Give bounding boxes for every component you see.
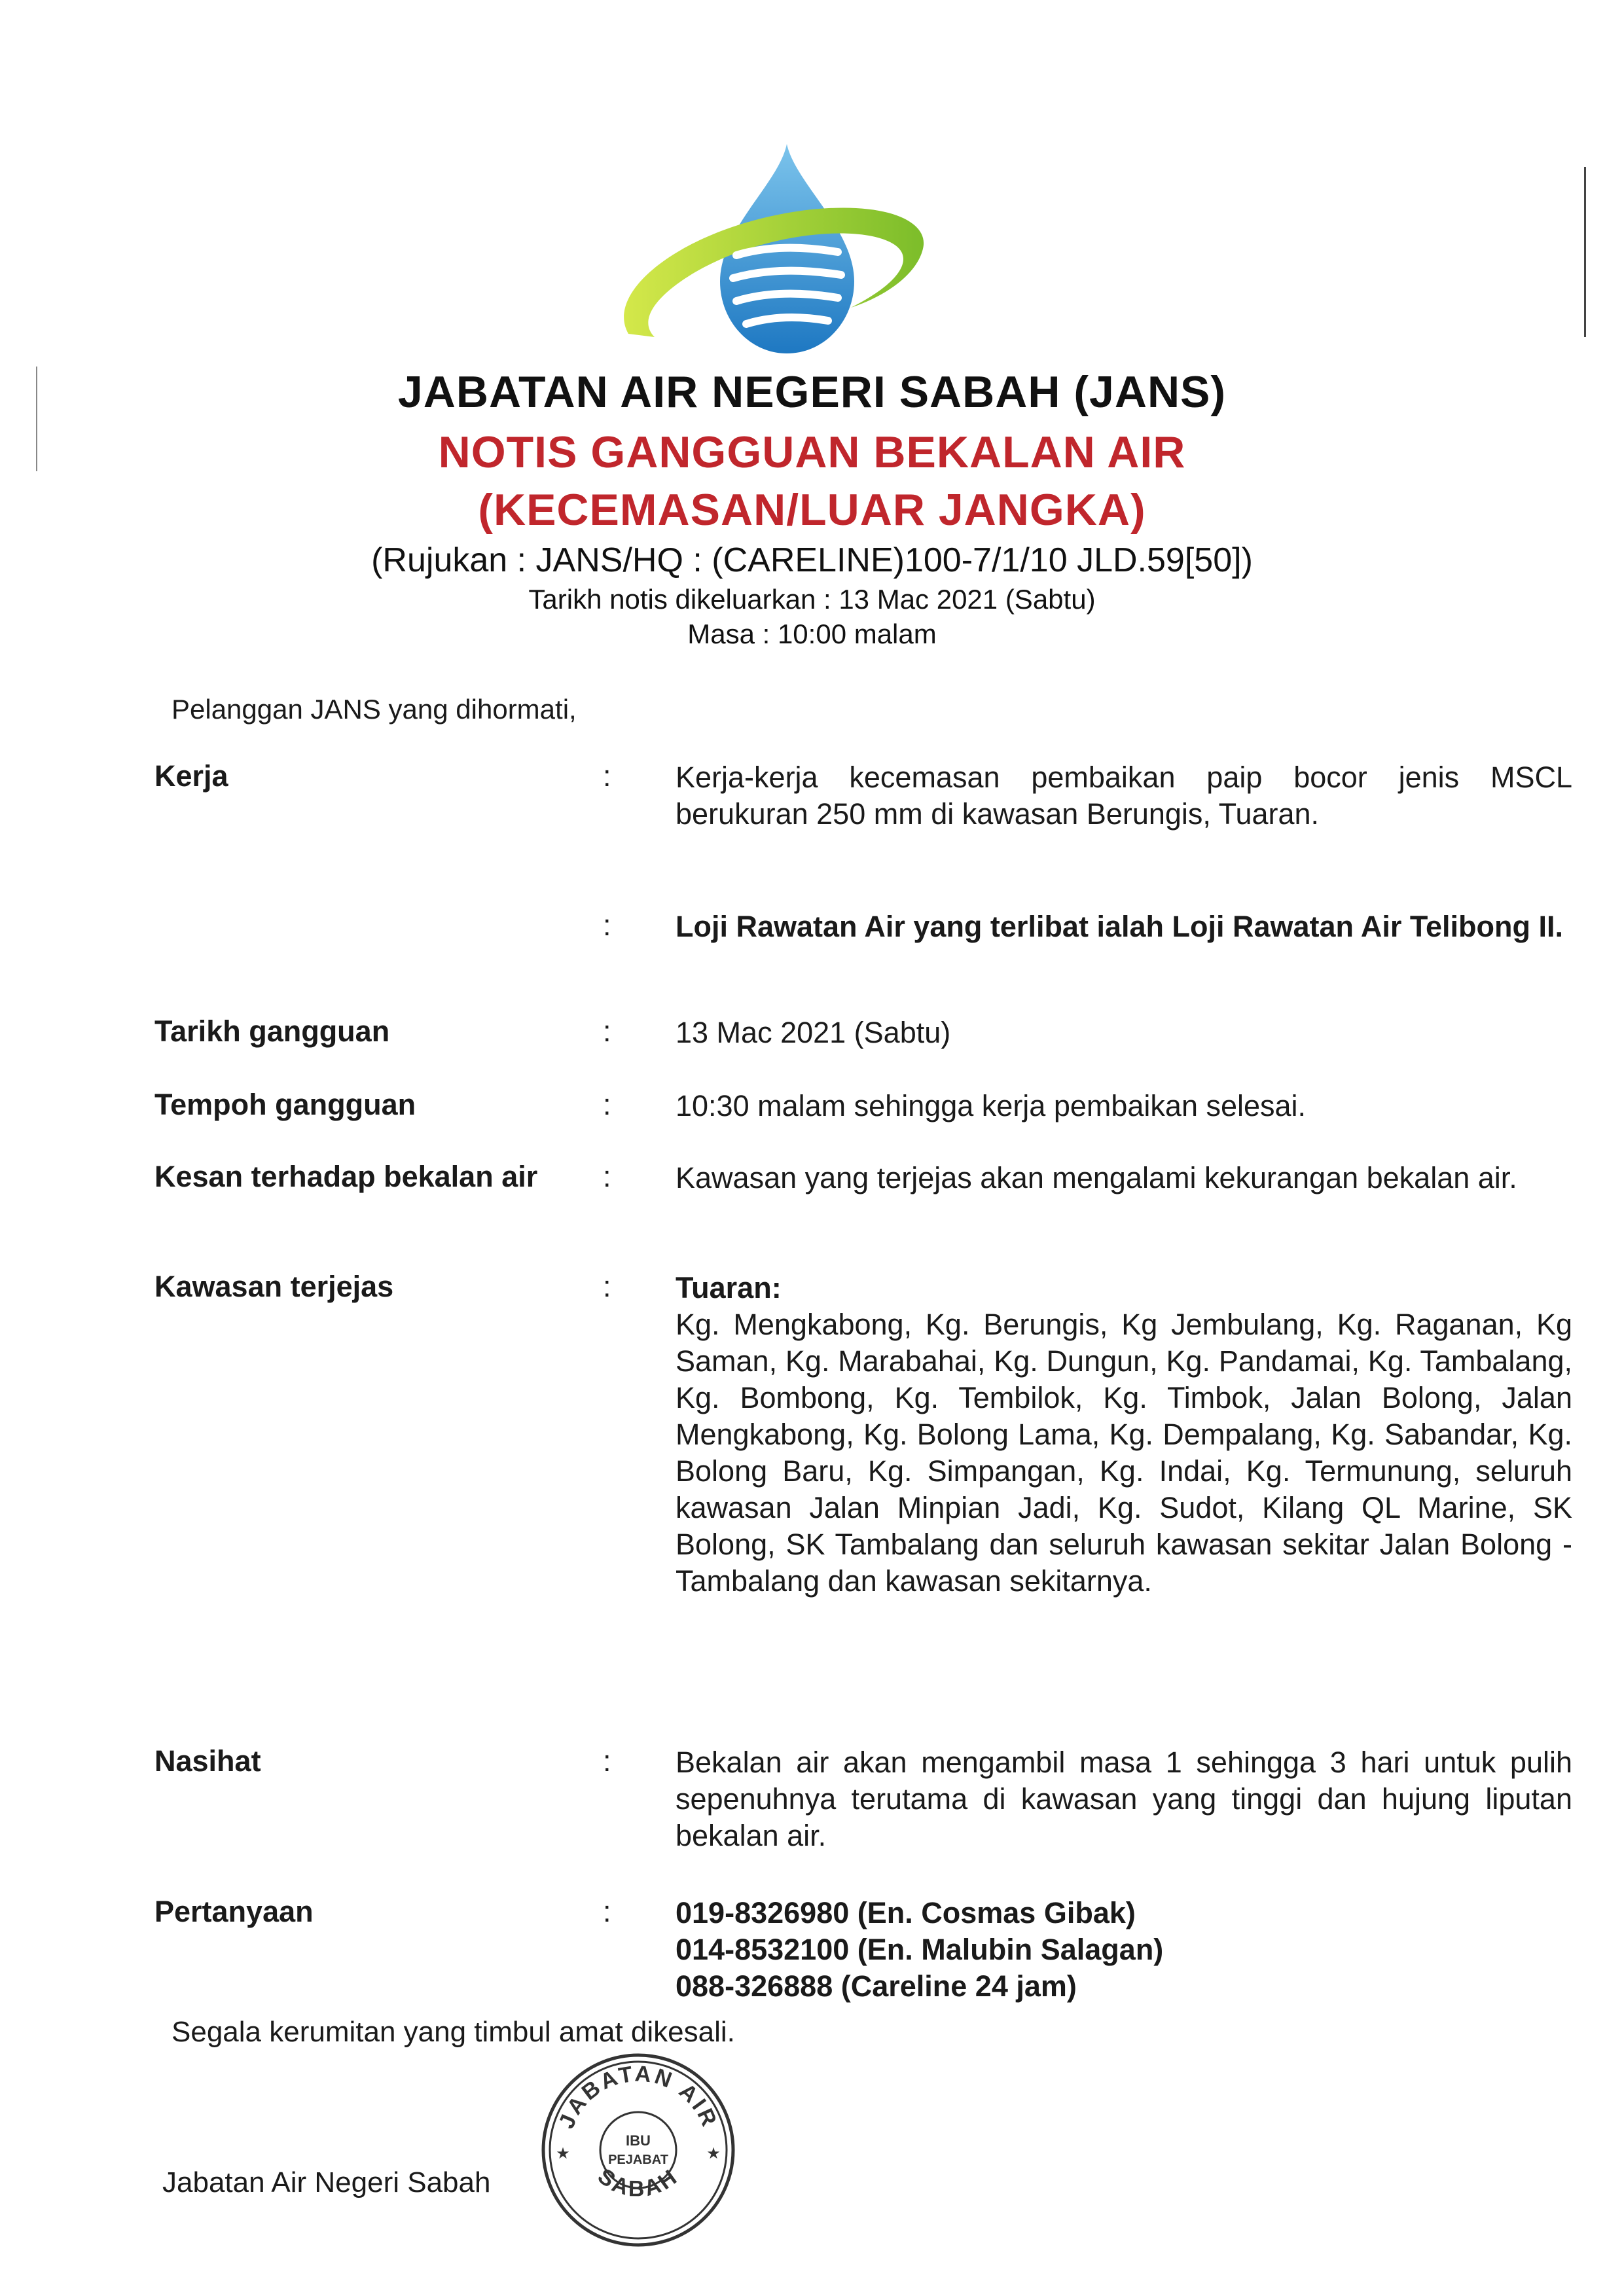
field-separator: : — [603, 759, 611, 793]
field-separator: : — [603, 1744, 611, 1778]
field-value: Kawasan yang terjejas akan mengalami kekurangan bekalan air. — [676, 1161, 1517, 1194]
greeting: Pelanggan JANS yang dihormati, — [171, 694, 577, 725]
stamp-bottom-text: SABAH — [593, 2163, 683, 2202]
field-value: Loji Rawatan Air yang terlibat ialah Loji Rawatan Air Telibong II. — [676, 910, 1564, 943]
scan-edge-mark — [36, 367, 37, 471]
field-separator: : — [603, 1014, 611, 1048]
closing-remark: Segala kerumitan yang timbul amat dikesali. — [171, 2016, 735, 2048]
official-stamp — [537, 2049, 740, 2251]
district-name: Tuaran: — [676, 1271, 782, 1304]
contact-item: 088-326888 (Careline 24 jam) — [676, 1969, 1077, 2003]
contact-item: 014-8532100 (En. Malubin Salagan) — [676, 1933, 1164, 1966]
stamp-top-text: JABATAN AIR — [554, 2061, 723, 2132]
star-icon: ★ — [556, 2145, 570, 2162]
stamp-center-line2: PEJABAT — [608, 2153, 668, 2167]
field-value: 10:30 malam sehingga kerja pembaikan selesai. — [676, 1089, 1307, 1122]
star-icon: ★ — [706, 2145, 721, 2162]
notice-title-line2: (KECEMASAN/LUAR JANGKA) — [478, 485, 1146, 535]
signoff: Jabatan Air Negeri Sabah — [162, 2166, 491, 2198]
contact-item: 019-8326980 (En. Cosmas Gibak) — [676, 1896, 1136, 1929]
contact-list — [676, 1895, 1572, 2005]
reference-number: (Rujukan : JANS/HQ : (CARELINE)100-7/1/10 JLD.59[50]) — [371, 541, 1253, 579]
field-label: Kesan terhadap bekalan air — [154, 1160, 538, 1193]
stamp-center-line1: IBU — [626, 2132, 651, 2149]
field-label: Tarikh gangguan — [154, 1014, 390, 1048]
organization-title: JABATAN AIR NEGERI SABAH (JANS) — [397, 367, 1227, 417]
field-label: Nasihat — [154, 1744, 261, 1778]
field-value: 13 Mac 2021 (Sabtu) — [676, 1016, 951, 1049]
field-label: Tempoh gangguan — [154, 1088, 416, 1121]
field-value-group — [676, 1270, 1572, 1600]
field-separator: : — [603, 1088, 611, 1121]
field-label: Kawasan terjejas — [154, 1270, 394, 1303]
svg-text:JABATAN AIR — [554, 2061, 722, 2132]
field-label: Pertanyaan — [154, 1895, 314, 1928]
field-separator: : — [603, 908, 611, 942]
field-separator: : — [603, 1270, 611, 1303]
jans-logo — [615, 137, 936, 367]
issue-time: Masa : 10:00 malam — [687, 619, 937, 649]
issue-date: Tarikh notis dikeluarkan : 13 Mac 2021 (Sabtu) — [528, 584, 1096, 615]
field-value: Bekalan air akan mengambil masa 1 sehingga 3 hari untuk pulih sepenuhnya terutama di kawasan yang tinggi dan hujung liputan bekalan air. — [676, 1746, 1572, 1852]
notice-title-line1: NOTIS GANGGUAN BEKALAN AIR — [438, 427, 1186, 477]
field-value: Kerja-kerja kecemasan pembaikan paip bocor jenis MSCL berukuran 250 mm di kawasan Berungis, Tuaran. — [676, 761, 1572, 831]
scan-edge-mark — [1584, 167, 1586, 337]
affected-areas: Kg. Mengkabong, Kg. Berungis, Kg Jembulang, Kg. Raganan, Kg Saman, Kg. Marabahai, Kg. Dungun, Kg. Pandamai, Kg. Tambalang, Kg. Bombong, Kg. Tembilok, Kg. Timbok, Jalan Bolong, Jalan Mengkabong, Kg. Bolong Lama, Kg. Dempalang, Kg. Sabandar, Kg. Bolong Baru, Kg. Simpangan, Kg. Indai, Kg. Termunung, seluruh kawasan Jalan Minpian Jadi, Kg. Sudot, Kilang QL Marine, SK Bolong, SK Tambalang dan seluruh kawasan sekitar Jalan Bolong - Tambalang dan kawasan sekitarnya. — [676, 1308, 1572, 1598]
field-label: Kerja — [154, 759, 228, 793]
svg-text:SABAH — [593, 2164, 683, 2202]
field-separator: : — [603, 1895, 611, 1928]
field-separator: : — [603, 1160, 611, 1193]
